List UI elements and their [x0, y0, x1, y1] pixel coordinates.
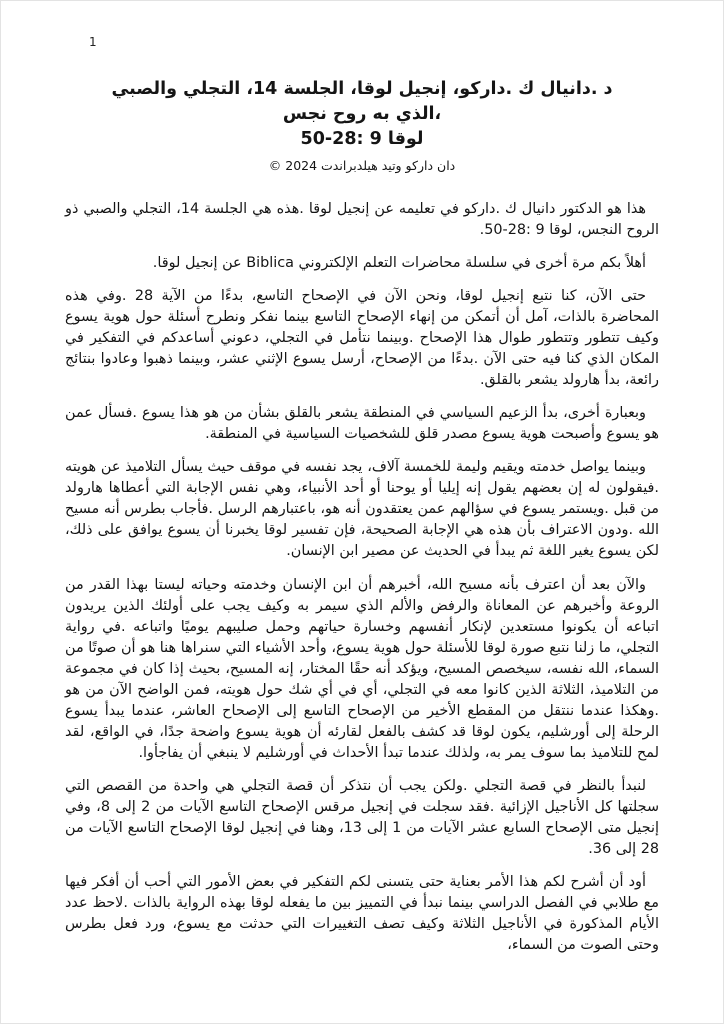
copyright-line: دان داركو وتيد هيلدبراندت 2024 © [268, 157, 456, 173]
paragraph: هذا هو الدكتور دانيال ك .داركو في تعليمه عن إنجيل لوقا .هذه هي الجلسة 14، التجلي والصبي ذو الروح النجس، لوقا 9 :28-50. [65, 201, 659, 239]
paragraph: أهلاً بكم مرة أخرى في سلسلة محاضرات التعلم الإلكتروني Biblica عن إنجيل لوقا. [152, 255, 646, 272]
document-body [65, 199, 659, 956]
paragraph: وبعبارة أخرى، بدأ الزعيم السياسي في المنطقة يشعر بالقلق بشأن من هو هذا يسوع .فسأل عمن هو يسوع وأصبحت هوية يسوع مصدر قلق للشخصيات السياسية في المنطقة. [65, 405, 659, 443]
page-number: 1 [89, 35, 97, 49]
document-title-scripture-reference: لوقا 9 :28-50 [300, 128, 424, 149]
paragraph: أود أن أشرح لكم هذا الأمر بعناية حتى يتسنى لكم التفكير في بعض الأمور التي أحب أن أفكر فيها مع طلابي في الفصل الدراسي بينما نبدأ في التمييز بين ما يفعله لوقا بهذه الرواية بالذات .لاحظ عدد الأيام المذكورة في الأناجيل الثلاثة وكيف تصف التغييرات التي حدثت مع يسوع، ورد فعل بطرس وحتى الصوت من السماء، [65, 873, 659, 953]
paragraph: والآن بعد أن اعترف بأنه مسيح الله، أخبرهم أن ابن الإنسان وخدمته وحياته ليستا بهذا القدر من الروعة وأخبرهم عن المعاناة والرفض والألم الذي سيمر به وكيف يجب على أولئك الذين يريدون اتباعه أن يكونوا مستعدين لإنكار أنفسهم وخسارة حياتهم وحمل صليبهم يوميًا واتباعه .في رواية التجلي، ما زلنا نتبع صورة لوقا للأسئلة حول هوية يسوع، وأحد الأشياء التي سنراها هنا هو أن صوتًا من السماء، الله نفسه، سيخصص المسيح، ويؤكد أنه حقًا المختار، إنه المسيح، بحيث إذا كان في مجموعة من التلاميذ، الثلاثة الذين كانوا معه في التجلي، أي في أي شك حول هويته، فمن الواضح الآن من هو .وهكذا عندما ننتقل من المقطع الأخير من الإصحاح التاسع إلى الإصحاح العاشر، عندما يبدأ يسوع الرحلة إلى أورشليم، يكون لوقا قد كشف بالفعل لقارئه أن هوية يسوع واضحة جدًا، في الواقع، لقد لمح للتلاميذ بما سوف يمر به، ولذلك عندما تبدأ الأحداث في أورشليم لا ينبغي أن يفاجأوا. [65, 576, 659, 761]
document-title-line-1: د .دانيال ك .داركو، إنجيل لوقا، الجلسة 14، التجلي والصبي [111, 79, 613, 99]
document-header [65, 77, 659, 174]
paragraph: وبينما يواصل خدمته ويقيم وليمة للخمسة آلاف، يجد نفسه في موقف حيث يسأل التلاميذ عن هويته .فيقولون له إن بعضهم يقول إنه إيليا أو يوحنا أو أحد الأنبياء، وهي نفس الإجابة التي أعطاها هارولد من قبل .ويستمر يسوع في سؤالهم عمن يعتقدون أنه هو، باعتبارهم الرسل .فأجاب بطرس أنه مسيح الله .ودون الاعتراف بأن هذه هي الإجابة الصحيحة، فإن تفسير لوقا يخبرنا أن يسوع يوافق على ذلك، لكن يسوع يغير اللغة ثم يبدأ في الحديث عن مصير ابن الإنسان. [65, 459, 659, 560]
document-title-line-2: ،الذي به روح نجس [282, 103, 442, 124]
paragraph: حتى الآن، كنا نتبع إنجيل لوقا، ونحن الآن في الإصحاح التاسع، بدءًا من الآية 28 .وفي هذه المحاضرة بالذات، آمل أن أتمكن من إنهاء الإصحاح التاسع بينما نفكر ونطرح أسئلة حول هوية يسوع وكيف تتطور وتتطور طوال هذا الإصحاح .وبينما نتأمل في التجلي، دعوني أساعدكم في التفكير في المكان الذي كنا فيه حتى الآن .بدءًا من الإصحاح، أرسل يسوع الإثني عشر، وبينما ذهبوا وعادوا بنتائج رائعة، بدأ هارولد يشعر بالقلق. [65, 288, 659, 389]
paragraph: لنبدأ بالنظر في قصة التجلي .ولكن يجب أن نتذكر أن قصة التجلي هي واحدة من القصص التي سجلتها كل الأناجيل الإزائية .فقد سجلت في إنجيل مرقس الإصحاح التاسع الآيات من 2 إلى 8، وفي إنجيل متى الإصحاح السابع عشر الآيات من 1 إلى 13، وهنا في إنجيل لوقا الإصحاح التاسع الآيات من 28 إلى 36. [65, 777, 660, 857]
